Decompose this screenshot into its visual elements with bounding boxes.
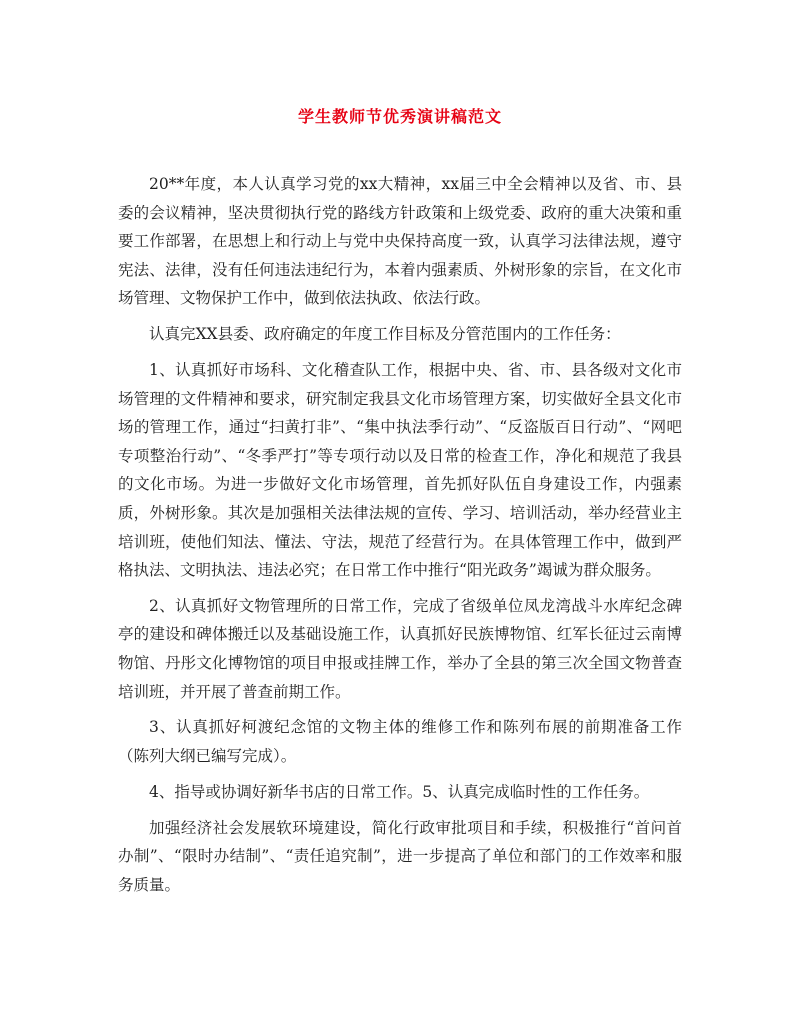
- paragraph-intro: 20**年度，本人认真学习党的xx大精神，xx届三中全会精神以及省、市、县委的会议精神，坚决贯彻执行党的路线方针政策和上级党委、政府的重大决策和重要工作部署，在思想上和行动上与党中央保持高度一致，认真学习法律法规，遵守宪法、法律，没有任何违法违纪行为，本着内强素质、外树形象的宗旨，在文化市场管理、文物保护工作中，做到依法执政、依法行政。: [118, 175, 682, 308]
- paragraph-soft-environment: 加强经济社会发展软环境建设，简化行政审批项目和手续，积极推行“首问首办制”、“限时办结制”、“责任追究制”，进一步提高了单位和部门的工作效率和服务质量。: [118, 818, 682, 894]
- document-body: [118, 170, 682, 907]
- paragraph-item-4-5: 4、指导或协调好新华书店的日常工作。5、认真完成临时性的工作任务。: [149, 782, 650, 801]
- paragraph-item-3: 3、认真抓好柯渡纪念馆的文物主体的维修工作和陈列布展的前期准备工作（陈列大纲已编写完成）。: [118, 718, 682, 766]
- paragraph-item-1: 1、认真抓好市场科、文化稽查队工作，根据中央、省、市、县各级对文化市场管理的文件精神和要求，研究制定我县文化市场管理方案，切实做好全县文化市场的管理工作，通过“扫黄打非”、“集中执法季行动”、“反盗版百日行动”、“网吧专项整治行动”、“冬季严打”等专项行动以及日常的检查工作，净化和规范了我县的文化市场。为进一步做好文化市场管理，首先抓好队伍自身建设工作，内强素质，外树形象。其次是加强相关法律法规的宣传、学习、培训活动，举办经营业主培训班，使他们知法、懂法、守法，规范了经营行为。在具体管理工作中，做到严格执法、文明执法、违法必究；在日常工作中推行“阳光政务”竭诚为群众服务。: [118, 360, 682, 580]
- document-title: 学生教师节优秀演讲稿范文: [297, 107, 502, 126]
- paragraph-item-2: 2、认真抓好文物管理所的日常工作，完成了省级单位凤龙湾战斗水库纪念碑亭的建设和碑体搬迁以及基础设施工作，认真抓好民族博物馆、红军长征过云南博物馆、丹彤文化博物馆的项目申报或挂牌工作，举办了全县的第三次全国文物普查培训班，并开展了普查前期工作。: [118, 596, 682, 701]
- paragraph-tasks-heading: 认真完XX县委、政府确定的年度工作目标及分管范围内的工作任务：: [149, 325, 621, 344]
